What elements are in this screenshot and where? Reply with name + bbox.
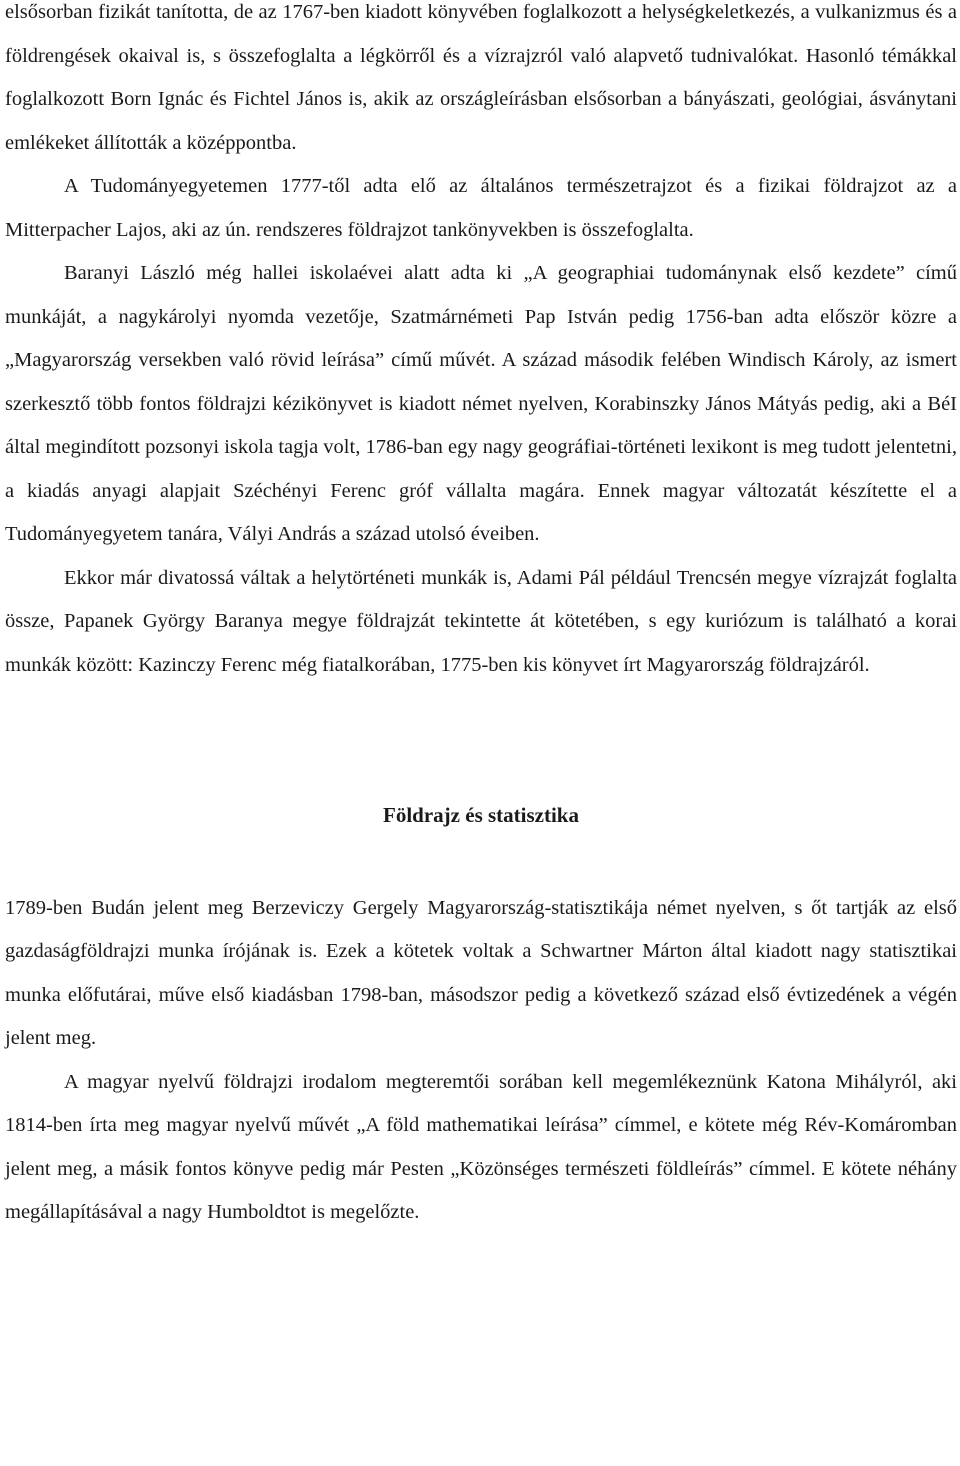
text-section-after	[5, 887, 957, 1235]
paragraph: A magyar nyelvű földrajzi irodalom megteremtői sorában kell megemlékeznünk Katona Mihályról, aki 1814-ben írta meg magyar nyelvű művét „A föld mathematikai leírása” címmel, e kötete még Rév-Komáromban jelent meg, a másik fontos könyve pedig már Pesten „Közönséges természeti földleírás” címmel. E kötete néhány megállapításával a nagy Humboldtot is megelőzte.	[5, 1070, 957, 1223]
paragraph: Ekkor már divatossá váltak a helytörténeti munkák is, Adami Pál például Trencsén megye vízrajzát foglalta össze, Papanek György Baranya megye földrajzát tekintette át kötetében, s egy kuriózum is található a korai munkák között: Kazinczy Ferenc még fiatalkorában, 1775-ben kis könyvet írt Magyarország földrajzáról.	[5, 566, 957, 676]
section-heading: Földrajz és statisztika	[383, 803, 579, 827]
paragraph: Baranyi László még hallei iskolaévei alatt adta ki „A geographiai tudománynak első kezdete” című munkáját, a nagykárolyi nyomda vezetője, Szatmárnémeti Pap István pedig 1756-ban adta először közre a „Magyarország versekben való rövid leírása” című művét. A század második felében Windisch Károly, az ismert szerkesztő több fontos földrajzi kézikönyvet is kiadott német nyelven, Korabinszky János Mátyás pedig, aki a BéI által megindított pozsonyi iskola tagja volt, 1786-ban egy nagy geográfiai-történeti lexikont is meg tudott jelentetni, a kiadás anyagi alapjait Széchényi Ferenc gróf vállalta magára. Ennek magyar változatát készítette el a Tudományegyetem tanára, Vályi András a század utolsó éveiben.	[5, 262, 957, 545]
paragraph: 1789-ben Budán jelent meg Berzeviczy Gergely Magyarország-statisztikája német nyelven, s őt tartják az első gazdaságföldrajzi munka írójának is. Ezek a kötetek voltak a Schwartner Márton által kiadott nagy statisztikai munka előfutárai, műve első kiadásban 1798-ban, másodszor pedig a következő század első évtizedének a végén jelent meg.	[5, 896, 957, 1049]
paragraph: elsősorban fizikát tanította, de az 1767-ben kiadott könyvében foglalkozott a helységkeletkezés, a vulkanizmus és a földrengések okaival is, s összefoglalta a légkörről és a vízrajzról való alapvető tudnivalókat. Hasonló témákkal foglalkozott Born Ignác és Fichtel János is, akik az országleírásban elsősorban a bányászati, geológiai, ásványtani emlékeket állították a középpontba.	[5, 1, 957, 154]
text-section-before	[5, 0, 957, 687]
document-page	[5, 0, 957, 1235]
paragraph: A Tudományegyetemen 1777-től adta elő az általános természetrajzot és a fizikai földrajzot az a Mitterpacher Lajos, aki az ún. rendszeres földrajzot tankönyvekben is összefoglalta.	[5, 175, 957, 241]
